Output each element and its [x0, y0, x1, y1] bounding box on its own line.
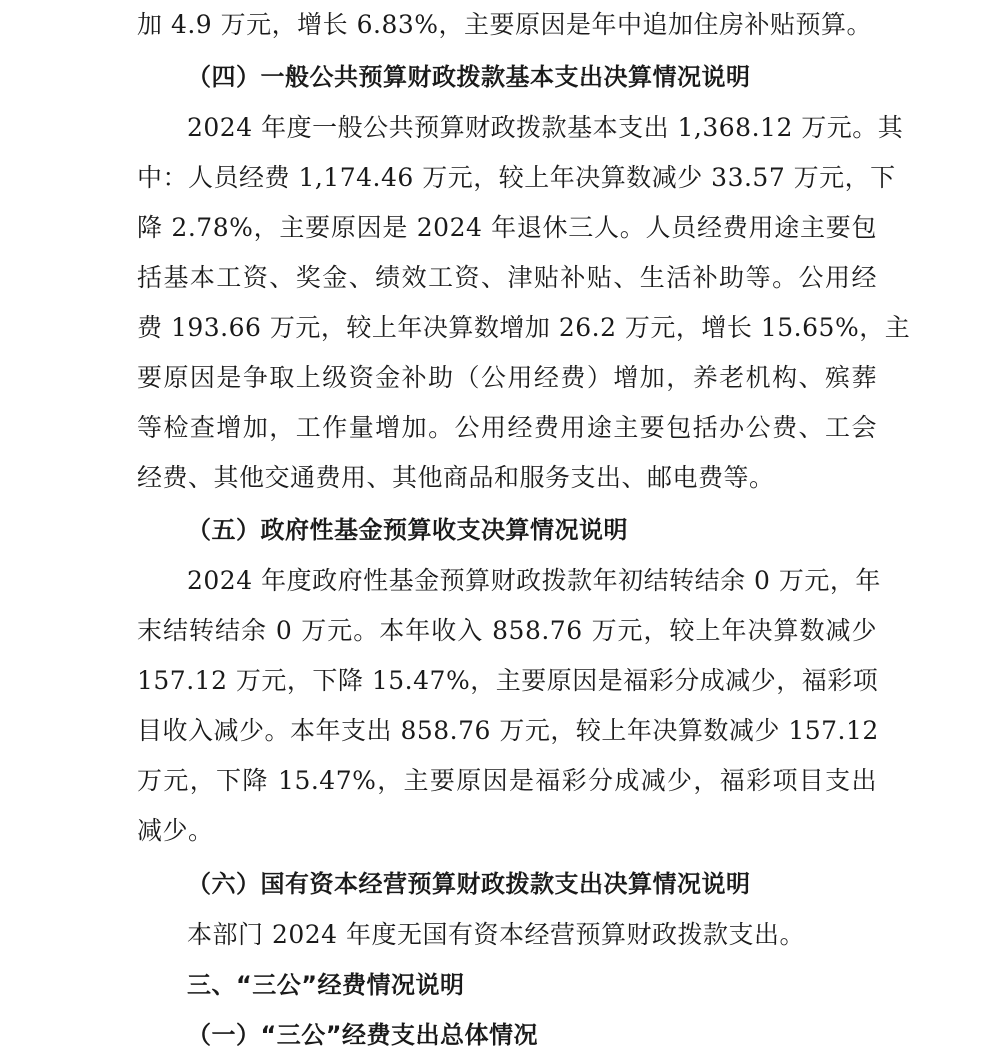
paragraph-line: 中：人员经费 1,174.46 万元，较上年决算数减少 33.57 万元，下: [137, 163, 896, 192]
section-heading-5: （五）政府性基金预算收支决算情况说明: [187, 516, 628, 544]
section-heading-6: （六）国有资本经营预算财政拨款支出决算情况说明: [187, 870, 751, 898]
paragraph-line: 等检查增加，工作量增加。公用经费用途主要包括办公费、工会: [137, 413, 877, 442]
paragraph-line: 157.12 万元，下降 15.47%，主要原因是福彩分成减少，福彩项: [137, 666, 879, 695]
paragraph-line: 2024 年度一般公共预算财政拨款基本支出 1,368.12 万元。其: [187, 113, 904, 142]
paragraph-line: 2024 年度政府性基金预算财政拨款年初结转结余 0 万元，年: [187, 566, 881, 595]
paragraph-line: 本部门 2024 年度无国有资本经营预算财政拨款支出。: [187, 920, 806, 949]
subsection-heading-1: （一）“三公”经费支出总体情况: [187, 1021, 539, 1049]
paragraph-line: 要原因是争取上级资金补助（公用经费）增加，养老机构、殡葬: [137, 363, 877, 392]
paragraph-line: 括基本工资、奖金、绩效工资、津贴补贴、生活补助等。公用经: [137, 263, 877, 292]
section-heading-4: （四）一般公共预算财政拨款基本支出决算情况说明: [187, 63, 751, 91]
paragraph-line: 降 2.78%，主要原因是 2024 年退休三人。人员经费用途主要包: [137, 213, 877, 242]
paragraph-line: 减少。: [137, 816, 214, 845]
paragraph-line: 末结转结余 0 万元。本年收入 858.76 万元，较上年决算数减少: [137, 616, 877, 645]
paragraph-line: 加 4.9 万元，增长 6.83%，主要原因是年中追加住房补贴预算。: [137, 10, 873, 39]
paragraph-line: 经费、其他交通费用、其他商品和服务支出、邮电费等。: [137, 463, 775, 492]
chapter-heading-3: 三、“三公”经费情况说明: [187, 971, 465, 999]
paragraph-line: 费 193.66 万元，较上年决算数增加 26.2 万元，增长 15.65%，主: [137, 313, 911, 342]
paragraph-line: 目收入减少。本年支出 858.76 万元，较上年决算数减少 157.12: [137, 716, 879, 745]
paragraph-line: 万元，下降 15.47%，主要原因是福彩分成减少，福彩项目支出: [137, 766, 877, 795]
